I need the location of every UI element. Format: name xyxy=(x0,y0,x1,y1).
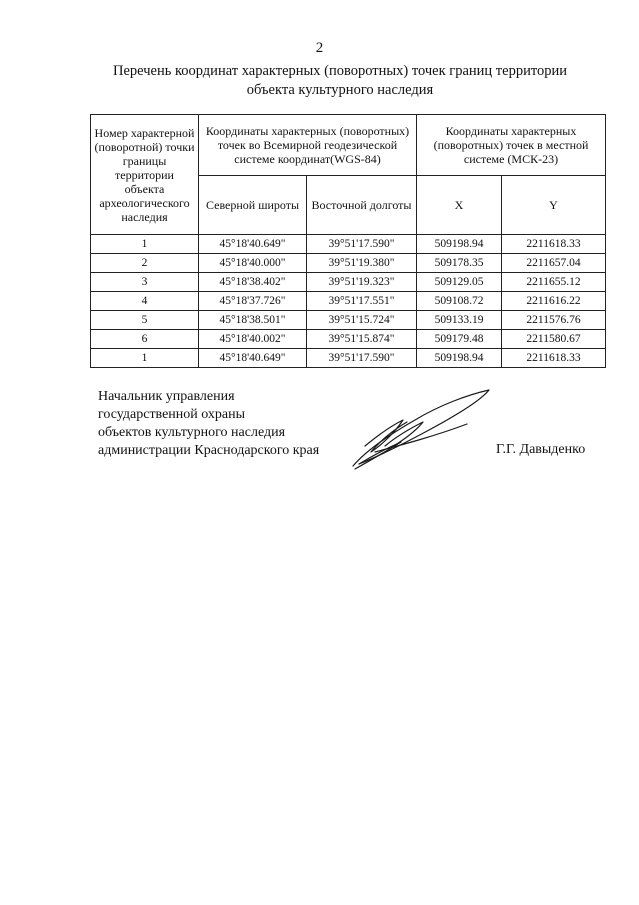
cell-longitude: 39°51'15.724" xyxy=(307,311,417,330)
cell-longitude: 39°51'17.551" xyxy=(307,292,417,311)
cell-point-number: 5 xyxy=(91,311,199,330)
table-row xyxy=(91,254,606,273)
handwritten-signature xyxy=(345,386,495,472)
cell-latitude: 45°18'37.726" xyxy=(199,292,307,311)
cell-y: 2211655.12 xyxy=(502,273,606,292)
title-line-2: объекта культурного наследия xyxy=(246,82,434,98)
cell-x: 509198.94 xyxy=(417,235,502,254)
cell-longitude: 39°51'19.380" xyxy=(307,254,417,273)
signatory-line-3: объектов культурного наследия xyxy=(98,425,286,440)
cell-point-number: 6 xyxy=(91,330,199,349)
cell-latitude: 45°18'38.501" xyxy=(199,311,307,330)
table-row xyxy=(91,292,606,311)
signatory-position xyxy=(98,388,319,460)
cell-point-number: 3 xyxy=(91,273,199,292)
cell-latitude: 45°18'40.649" xyxy=(199,349,307,368)
header-wgs84: Координаты характерных (поворотных) точек во Всемирной геодезической системе координат(WGS-84) xyxy=(199,115,417,176)
cell-x: 509108.72 xyxy=(417,292,502,311)
table-row xyxy=(91,349,606,368)
cell-y: 2211618.33 xyxy=(502,349,606,368)
header-point-number: Номер характерной (поворотной) точки границы территории объекта археологического наследия xyxy=(91,115,199,235)
title-line-1: Перечень координат характерных (поворотных) точек границ территории xyxy=(112,63,568,79)
table-row xyxy=(91,311,606,330)
cell-x: 509178.35 xyxy=(417,254,502,273)
table-row xyxy=(91,235,606,254)
cell-y: 2211618.33 xyxy=(502,235,606,254)
header-x: X xyxy=(417,176,502,235)
cell-point-number: 4 xyxy=(91,292,199,311)
cell-latitude: 45°18'40.649" xyxy=(199,235,307,254)
signatory-line-1: Начальник управления xyxy=(98,389,235,404)
cell-x: 509179.48 xyxy=(417,330,502,349)
header-y: Y xyxy=(502,176,606,235)
cell-longitude: 39°51'17.590" xyxy=(307,349,417,368)
cell-longitude: 39°51'19.323" xyxy=(307,273,417,292)
cell-y: 2211657.04 xyxy=(502,254,606,273)
signer-name: Г.Г. Давыденко xyxy=(496,442,586,457)
cell-latitude: 45°18'38.402" xyxy=(199,273,307,292)
header-latitude: Северной широты xyxy=(199,176,307,235)
signatory-line-2: государственной охраны xyxy=(98,407,246,422)
cell-point-number: 1 xyxy=(91,235,199,254)
cell-longitude: 39°51'17.590" xyxy=(307,235,417,254)
coordinates-table xyxy=(90,114,606,368)
cell-point-number: 1 xyxy=(91,349,199,368)
header-msk23: Координаты характерных (поворотных) точек в местной системе (МСК-23) xyxy=(417,115,606,176)
cell-x: 509198.94 xyxy=(417,349,502,368)
cell-x: 509133.19 xyxy=(417,311,502,330)
cell-latitude: 45°18'40.002" xyxy=(199,330,307,349)
page-number: 2 xyxy=(315,40,324,56)
table-row xyxy=(91,273,606,292)
cell-latitude: 45°18'40.000" xyxy=(199,254,307,273)
header-longitude: Восточной долготы xyxy=(307,176,417,235)
cell-longitude: 39°51'15.874" xyxy=(307,330,417,349)
cell-point-number: 2 xyxy=(91,254,199,273)
table-row xyxy=(91,330,606,349)
cell-x: 509129.05 xyxy=(417,273,502,292)
document-title xyxy=(60,62,620,100)
cell-y: 2211616.22 xyxy=(502,292,606,311)
cell-y: 2211576.76 xyxy=(502,311,606,330)
cell-y: 2211580.67 xyxy=(502,330,606,349)
signatory-line-4: администрации Краснодарского края xyxy=(98,443,320,458)
